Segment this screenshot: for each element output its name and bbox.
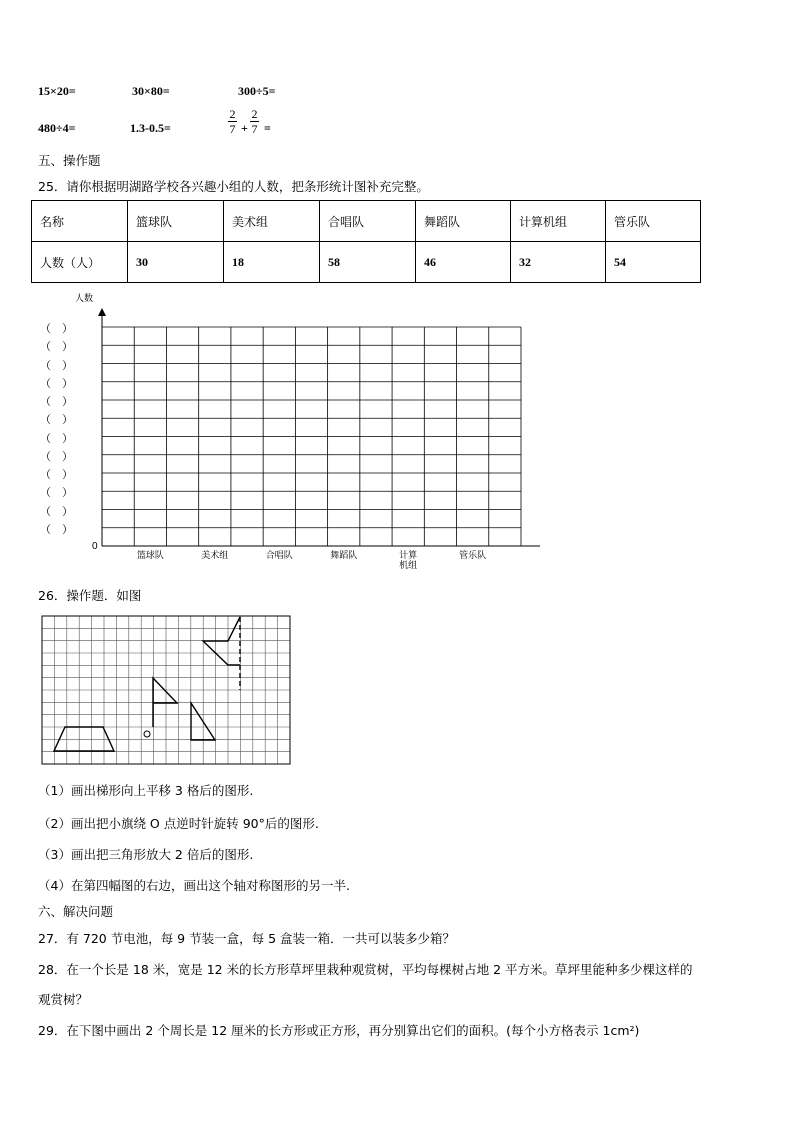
table-cell: 合唱队 (320, 201, 416, 242)
calc-item: 480÷4= (38, 121, 76, 135)
sub-question: （4）在第四幅图的右边，画出这个轴对称图形的另一半. (38, 878, 350, 893)
question-text: 29．在下图中画出 2 个周长是 12 厘米的长方形或正方形，再分别算出它们的面积。(每个小方格表示 1cm²) (38, 1023, 640, 1038)
x-tick-label: 管乐队 (459, 551, 487, 561)
table-cell: 计算机组 (511, 201, 606, 242)
y-tick-label: （ ） (40, 358, 73, 372)
y-axis-label: 人数 (75, 294, 94, 304)
symmetric-half-shape (203, 617, 240, 665)
x-tick-label: 篮球队 (136, 551, 164, 561)
table-cell: 舞蹈队 (416, 201, 511, 242)
table-cell: 32 (511, 242, 606, 283)
x-tick-label: 合唱队 (265, 551, 293, 561)
question-text: 26．操作题．如图 (38, 588, 142, 603)
y-tick-label: （ ） (40, 504, 73, 518)
denominator: 7 (229, 122, 236, 136)
section-heading: 五、操作题 (38, 153, 101, 168)
calc-item: 30×80= (132, 84, 170, 98)
table-cell: 30 (128, 242, 224, 283)
y-tick-label: （ ） (40, 449, 73, 463)
x-tick-label: 计算 机组 (399, 551, 418, 571)
x-tick-label: 舞蹈队 (330, 551, 358, 561)
table-cell: 管乐队 (606, 201, 701, 242)
denominator: 7 (251, 122, 258, 136)
origin-label: 0 (92, 541, 98, 552)
table-cell: 46 (416, 242, 511, 283)
trapezoid-shape (54, 727, 114, 751)
sub-question: （1）画出梯形向上平移 3 格后的图形. (38, 783, 254, 798)
y-tick-label: （ ） (40, 522, 73, 536)
table-cell: 名称 (32, 201, 128, 242)
equals-sign: = (264, 121, 271, 135)
calc-item: 1.3-0.5= (130, 121, 171, 135)
question-text: 28．在一个长是 18 米，宽是 12 米的长方形草坪里栽种观赏树，平均每棵树占地 2 平方米。草坪里能种多少棵这样的 (38, 962, 693, 977)
table-cell: 人数（人） (32, 242, 128, 283)
point-o-marker (144, 731, 150, 737)
section-heading: 六、解决问题 (38, 904, 114, 919)
y-tick-label: （ ） (40, 322, 73, 335)
y-tick-label: （ ） (40, 486, 73, 500)
question-text: 观赏树？ (38, 992, 89, 1007)
y-tick-label: （ ） (40, 395, 73, 408)
numerator: 2 (251, 107, 258, 121)
table-cell: 篮球队 (128, 201, 224, 242)
flag-shape (153, 678, 177, 727)
table-cell: 54 (606, 242, 701, 283)
question-text: 25．请你根据明湖路学校各兴趣小组的人数，把条形统计图补充完整。 (38, 179, 429, 194)
question-text: 27．有 720 节电池，每 9 节装一盒，每 5 盒装一箱．一共可以装多少箱？ (38, 931, 456, 946)
table-cell: 58 (320, 242, 416, 283)
y-tick-label: （ ） (40, 376, 73, 390)
sub-question: （3）画出把三角形放大 2 倍后的图形. (38, 847, 254, 862)
calc-item: 15×20= (38, 84, 76, 98)
sub-question: （2）画出把小旗绕 O 点逆时针旋转 90°后的图形. (38, 816, 319, 831)
y-tick-label: （ ） (40, 413, 73, 427)
numerator: 2 (229, 107, 236, 121)
y-tick-label: （ ） (40, 340, 73, 354)
y-tick-label: （ ） (40, 468, 73, 481)
x-tick-label: 美术组 (201, 551, 229, 561)
table-cell: 18 (224, 242, 320, 283)
table-cell: 美术组 (224, 201, 320, 242)
y-tick-label: （ ） (40, 431, 73, 445)
calc-item: 300÷5= (238, 84, 276, 98)
plus-sign: + (241, 121, 248, 135)
